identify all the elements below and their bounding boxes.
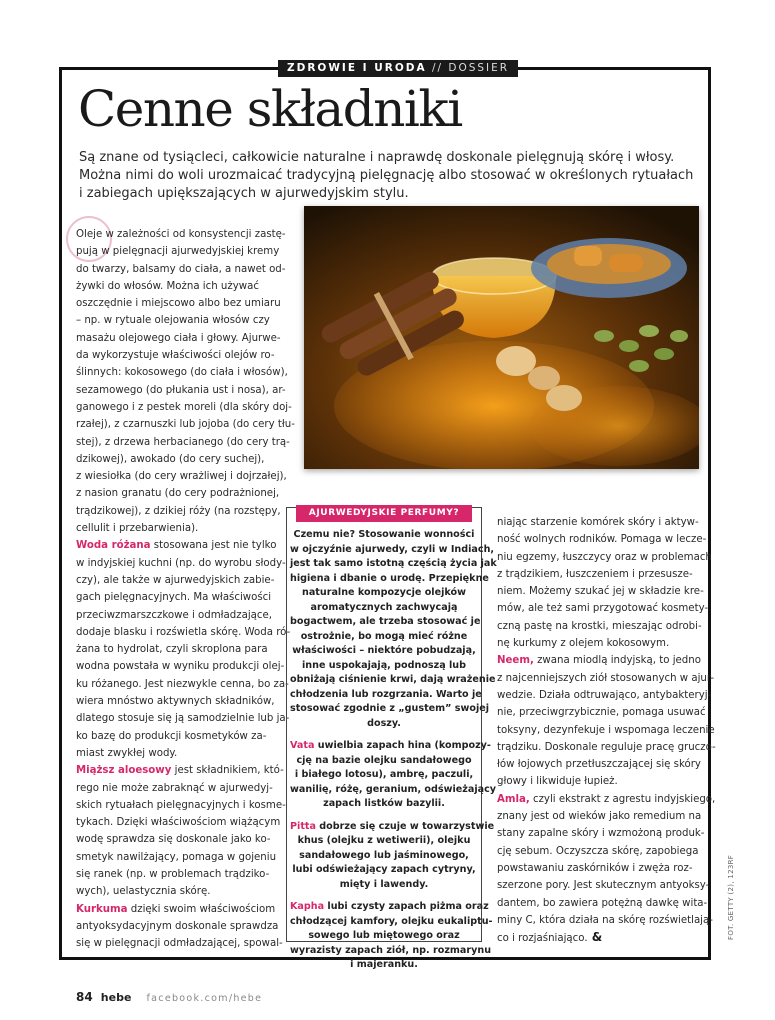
body-line: cję sebum. Oczyszcza skórę, zapobiega [497, 845, 699, 857]
body-line: miny C, która działa na skórę rozświetlają- [497, 914, 713, 926]
body-line: z wiesiołka (do cery wrażliwej i dojrzałej), [76, 471, 287, 483]
body-line: znany jest od wieków jako remedium na [497, 811, 702, 823]
sidebar-title: AJURWEDYJSKIE PERFUMY? [296, 505, 472, 522]
sidebar-line: higiena i dbanie o urodę. Przepiękne [290, 572, 489, 584]
body-line: stany zapalne skóry i wzmożoną produk- [497, 828, 705, 840]
body-line: antyoksydacyjnym doskonale sprawdza [76, 920, 279, 932]
sidebar-line: Kapha lubi czysty zapach piżma oraz [290, 901, 489, 912]
sidebar-line: jest tak samo istotną częścią życia jak [290, 558, 497, 569]
sidebar-line: ostrożnie, bo mogą mieć różne [300, 630, 468, 642]
section-kicker [278, 60, 518, 77]
body-line: co i rozjaśniająco. & [497, 930, 603, 945]
facebook-link[interactable]: facebook.com/hebe [146, 993, 263, 1004]
sidebar-pitta [290, 820, 495, 893]
body-line: wiera mnóstwo aktywnych składników, [76, 696, 275, 708]
highlight-term: Woda różana [76, 540, 151, 552]
sidebar-line: naturalne kompozycje olejków [302, 587, 466, 598]
body-line: się ranek (np. w problemach trądziko- [76, 868, 270, 880]
sidebar-line: mięty i lawendy. [339, 878, 429, 890]
sidebar-line: Vata uwielbia zapach hina (kompozy- [290, 740, 491, 751]
body-line: miast zwykłej wody. [76, 747, 178, 759]
sidebar-line: właściwości – niektóre pobudzają, [292, 645, 476, 656]
body-line: ku różanego. Jest niezwykle cenna, bo za- [76, 678, 289, 690]
page-footer [76, 986, 262, 1005]
body-line: z trądzikiem, łuszczeniem i przesusze- [497, 568, 693, 580]
end-mark: & [587, 930, 603, 945]
highlight-term: Miąższ aloesowy [76, 765, 172, 777]
body-line: pują w pielęgnacji ajurwedyjskiej kremy [76, 246, 280, 258]
body-line: sezamowego (do płukania ust i nosa), ar- [76, 384, 286, 396]
body-line: Kurkuma dzięki swoim właściwościom [76, 903, 276, 915]
body-line: gach pielęgnacyjnych. Ma właściwości [76, 592, 272, 604]
body-line: Amla, czyli ekstrakt z agrestu indyjskiego, [497, 793, 716, 805]
body-line: trądziku. Doskonale reguluje pracę gruczo- [497, 741, 716, 753]
body-line: powstawaniu zaskórników i zwęża roz- [497, 862, 693, 874]
body-line: łów łojowych przetłuszczającej się skóry [497, 759, 701, 771]
sidebar-line: sandałowego lub jaśminowego, [299, 849, 469, 861]
body-line: Oleje w zależności od konsystencji zastę- [76, 229, 286, 240]
body-line: się w pielęgnacji odmładzającej, spowal- [76, 938, 283, 950]
sidebar-line: sowego lub miętowego oraz [308, 930, 460, 941]
highlight-term: Kurkuma [76, 903, 128, 915]
highlight-term: Pitta [290, 820, 316, 832]
sidebar-vata [290, 739, 497, 812]
body-line: do twarzy, balsamy do ciała, a nawet od- [76, 263, 286, 275]
sidebar-line: i majeranku. [350, 959, 418, 970]
body-line: wedzie. Działa odtruwająco, antybakteryj- [497, 689, 712, 701]
body-line: oszczędnie i miejscowo albo bez umiaru [76, 298, 281, 310]
lead-line: i zabiegach upiększających w ajurwedyjskim stylu. [79, 186, 409, 201]
sidebar-line: stosować zgodnie z „gustem” swojej [290, 703, 490, 714]
body-line: da wykorzystuje właściwości olejów ro- [76, 350, 275, 362]
sidebar-kapha [290, 900, 493, 973]
sidebar-line: cję na bazie olejku sandałowego [296, 754, 472, 766]
body-line: dodaje blasku i rozświetla skórę. Woda ró- [76, 626, 291, 638]
body-line: tykach. Dzięki właściwościom wiążącym [76, 817, 281, 829]
body-line: żana to hydrolat, czyli skroplona para [76, 644, 268, 656]
body-line: czną pastę na krostki, mieszając odrobi- [497, 620, 702, 632]
body-line: ślinnych: kokosowego (do ciała i włosów), [76, 367, 288, 379]
body-line: masażu olejowego ciała i głowy. Ajurwe- [76, 332, 281, 344]
page-number: 84 [76, 990, 93, 1004]
sidebar-line: Czemu nie? Stosowanie wonności [293, 529, 475, 540]
body-line: przeciwzmarszczkowe i odmładzające, [76, 609, 273, 621]
lead-line: Można nimi do woli urozmaicać tradycyjną pielęgnację albo stosować w określonych rytuałach [79, 168, 694, 183]
body-line: ko bazę do produkcji kosmetyków za- [76, 730, 267, 742]
body-line: Neem, zwana miodlą indyjską, to jedno [497, 655, 701, 667]
magazine-brand: hebe [100, 991, 132, 1004]
body-line: w indyjskiej kuchni (np. do wyrobu słody- [76, 557, 286, 569]
sidebar-line: obniżają ciśnienie krwi, dają wrażenie [290, 674, 496, 685]
body-line: stej), z drzewa herbacianego (do cery trą- [76, 436, 290, 448]
body-line: ność wolnych rodników. Pomaga w lecze- [497, 534, 707, 546]
sidebar-line: khus (olejku z wetiwerii), olejku [297, 835, 471, 846]
body-line: smetyk nawilżający, pomaga w gojeniu [76, 851, 277, 863]
body-line: nie, przeciwgrzybicznie, pomaga usuwać [497, 707, 706, 719]
body-line: niając starzenie komórek skóry i aktyw- [497, 517, 699, 528]
body-line: dlatego stosuje się ją samodzielnie lub ja- [76, 713, 290, 725]
sidebar-line: wanilię, różę, geranium, odświeżający [290, 783, 497, 795]
body-line: dzikowej), awokado (do cery suchej), [76, 453, 265, 465]
body-line: wych), uelastycznia skórę. [76, 886, 211, 898]
body-line: ganowego i z pestek moreli (dla skóry doj- [76, 401, 292, 413]
body-line: trądzikowej), z dzikiej róży (na rozstępy, [76, 505, 281, 517]
sidebar-line: bogactwem, ale trzeba stosować je [290, 616, 481, 627]
body-line: szerzone pory. Jest skutecznym antyoksy- [497, 880, 710, 892]
body-line: rego nie może zabraknąć w ajurwedyj- [76, 782, 273, 794]
body-line: toksyny, dezynfekuje i wspomaga leczenie [497, 724, 715, 736]
section-name: ZDROWIE I URODA [287, 62, 427, 74]
body-line: Woda różana stosowana jest nie tylko [76, 540, 277, 552]
body-line: wodna powstała w wyniku produkcji olej- [76, 661, 285, 673]
body-line: – np. w rytuale olejowania włosów czy [76, 315, 270, 327]
body-line: z najcenniejszych ziół stosowanych w ajur- [497, 672, 715, 684]
highlight-term: Neem, [497, 655, 534, 667]
sidebar-line: aromatycznych zachwycają [310, 601, 458, 613]
body-line: z nasion granatu (do cery podrażnionej, [76, 488, 280, 500]
body-line: czy), ale także w ajurwedyjskich zabie- [76, 574, 275, 586]
spices-photo [304, 206, 699, 469]
sidebar-line: inne uspokajają, podnoszą lub [302, 659, 466, 671]
body-line: niu egzemy, łuszczycy oraz w problemach [497, 551, 712, 563]
lead-line: Są znane od tysiącleci, całkowicie naturalne i naprawdę doskonale pielęgnują skórę i włosy. [79, 150, 675, 165]
body-line: cellulit i przebarwienia). [76, 523, 199, 535]
sidebar-line: lubi odświeżający zapach cytryny, [292, 864, 476, 875]
body-line: Miąższ aloesowy jest składnikiem, któ- [76, 765, 284, 777]
sidebar-line: wyrazisty zapach ziół, np. rozmarynu [290, 944, 492, 956]
body-line: niem. Możemy szukać jej w składzie kre- [497, 586, 704, 598]
body-line: skich rytuałach pielęgnacyjnych i kosme- [76, 799, 286, 811]
article-lead [79, 149, 694, 203]
highlight-term: Vata [290, 740, 315, 751]
sidebar-line: chłodzącej kamfory, olejku eukaliptu- [290, 915, 493, 927]
article-column-left [76, 226, 295, 952]
sidebar-body [290, 528, 497, 973]
sidebar-line: w ojczyźnie ajurwedy, czyli w Indiach, [290, 543, 495, 555]
sidebar-line: i białego lotosu), ambrę, paczuli, [294, 769, 474, 780]
body-line: głowy i likwiduje łupież. [497, 776, 618, 788]
sidebar-line: Pitta dobrze się czuje w towarzystwie [290, 820, 495, 832]
body-line: rzałej), z czarnuszki lub jojoba (do cery tłu- [76, 419, 295, 431]
sidebar-intro [290, 528, 497, 731]
body-line: żywki do włosów. Można ich używać [76, 280, 259, 292]
article-column-right [497, 514, 716, 947]
body-line: mów, ale też sami przygotować kosmety- [497, 603, 709, 615]
body-line: nę kurkumy z olejem kokosowym. [497, 638, 670, 650]
subsection-name: // DOSSIER [431, 62, 510, 74]
photo-credit: FOT. GETTY (2), 123RF [727, 854, 735, 940]
highlight-term: Kapha [290, 901, 325, 912]
body-line: dantem, bo zawiera potężną dawkę wita- [497, 897, 708, 909]
sidebar-line: zapach listków bazylii. [323, 798, 445, 809]
sidebar-line: doszy. [367, 717, 401, 729]
spices-image [304, 206, 699, 469]
article-title: Cenne składniki [78, 80, 462, 138]
highlight-term: Amla, [497, 793, 530, 805]
sidebar-line: chłodzenia lub rozgrzania. Warto je [290, 688, 482, 700]
body-line: wodę sprawdza się doskonale jako ko- [76, 834, 271, 846]
